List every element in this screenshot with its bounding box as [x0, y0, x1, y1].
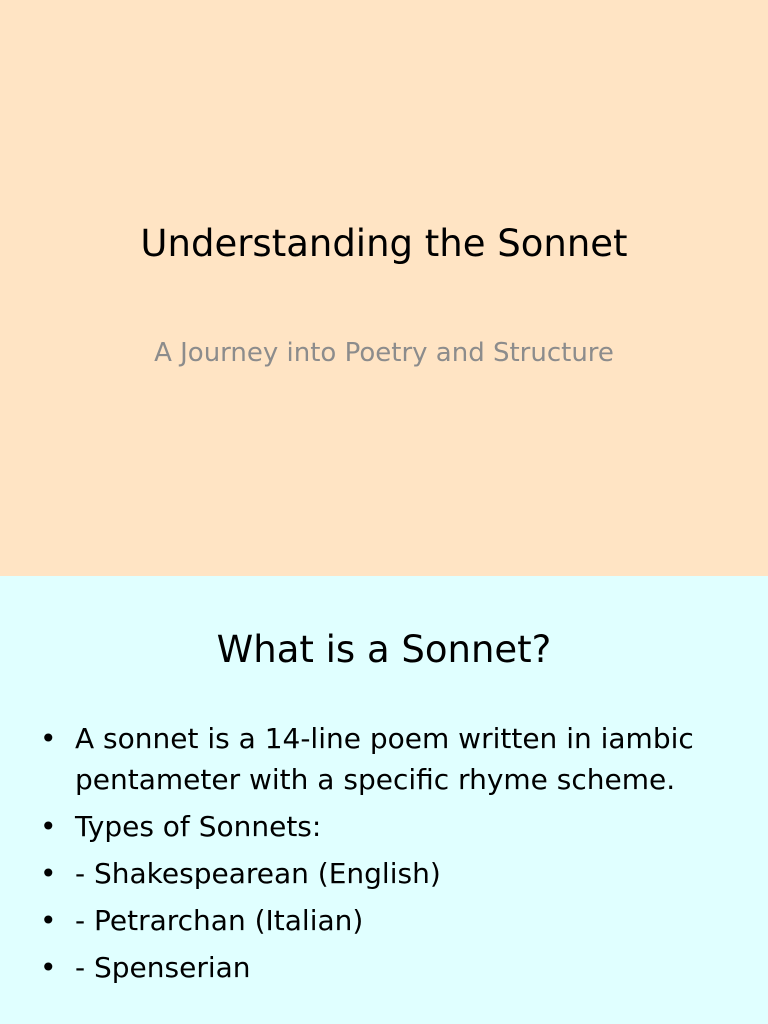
slide-title: What is a Sonnet? [216, 628, 552, 671]
bullet-item [40, 853, 730, 894]
bullet-text: - Petrarchan (Italian) [75, 904, 364, 937]
bullet-item [40, 900, 730, 941]
bullet-text: Types of Sonnets: [75, 810, 322, 843]
bullet-item [40, 718, 730, 800]
bullet-icon: • [40, 810, 57, 843]
bullet-item [40, 806, 730, 847]
bullet-icon: • [40, 904, 57, 937]
bullet-icon: • [40, 857, 57, 890]
bullet-text: A sonnet is a 14-line poem written in iambic pentameter with a specific rhyme scheme. [75, 722, 694, 796]
bullet-item [40, 947, 730, 988]
slide-title: Understanding the Sonnet [140, 222, 628, 265]
slide-subtitle: A Journey into Poetry and Structure [154, 338, 614, 368]
bullet-list [40, 718, 730, 994]
bullet-icon: • [40, 722, 57, 755]
bullet-icon: • [40, 951, 57, 984]
content-slide [0, 576, 768, 1024]
bullet-text: - Spenserian [75, 951, 251, 984]
bullet-text: - Shakespearean (English) [75, 857, 441, 890]
